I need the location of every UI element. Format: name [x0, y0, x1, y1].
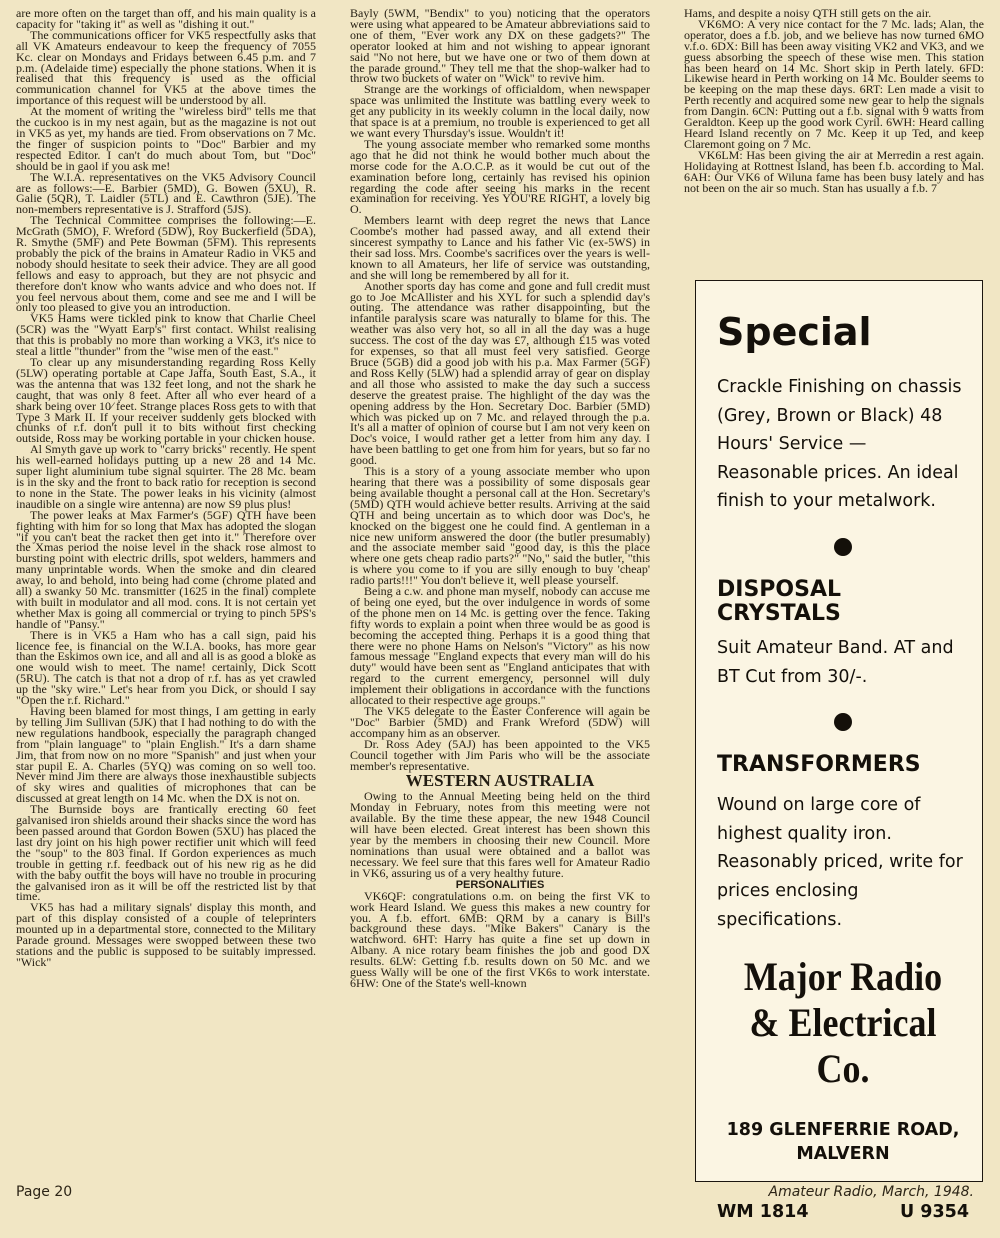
- section-subheading-personalities: PERSONALITIES: [455, 878, 545, 891]
- address-line-1: 189 GLENFERRIE ROAD,: [726, 1120, 960, 1141]
- section-heading-western-australia: WESTERN AUSTRALIA: [405, 771, 595, 791]
- paragraph: The power leaks at Max Farmer's (5GF) QTH have been fighting with him for so long that Max has adopted the slogan "if you can't beat the racket then get into it." Therefore over the Xmas period the noise level in the shack rose almost to bursting point with electric drills, spot welders, hammers and many unprintable words. When the smoke and din cleared away, lo and behold, into being had come (chrome plated and all) a swanky 50 Mc. transmitter (1625 in the final) complete with built in modulator and all mod. cons. It is not certain yet whether Max is going all commercial or trying to pinch 5PS's handle of "Pansy.": [16, 507, 316, 631]
- paragraph: Another sports day has come and gone and full credit must go to Joe McAllister and his XYL for such a splendid day's outing. The attendance was rather disappointing, but the infantile paralysis scare was naturally to blame for this. The weather was also very hot, so all in all the day was a huge success. The cost of the day was £7, although £15 was voted for expenses, so that all must feel very satisfied. George Bruce (5GB) did a good job with his p.a. Max Farmer (5GF) and Ross Kelly (5LW) had a splendid array of gear on display and all those who assisted to make the day such a success deserve the greatest praise. The highlight of the day was the opening address by the Hon. Secretary Doc. Barbier (5MD) which was picked up on 7 Mc. and relayed through the p.a. It's all a matter of opinion of course but I am not very keen on Doc's voice, I would rather get a letter from him any day. I have been battling to get one from him for years, but so far no good.: [350, 278, 650, 468]
- paragraph: Being a c.w. and phone man myself, nobody can accuse me of being one eyed, but the over indulgence in words of some of the phone men on 14 Mc. is getting over the fence. Taking fifty words to explain a point when three would be as good is becoming the accepted thing. Perhaps it is a good thing that there were no phone Hams on Nelson's "Victory" as his now famous message "England expects that every man will do his duty" would have been sent as "England anticipates that with regard to the current emergency, personnel will duly implement their obligations in accordance with the functions allocated to their respective age groups.": [350, 584, 650, 708]
- page-number: Page 20: [16, 1184, 73, 1200]
- paragraph: Dr. Ross Adey (5AJ) has been appointed to the VK5 Council together with Jim Paris who will be the associate member's representative.: [350, 736, 650, 773]
- paragraph: There is in VK5 a Ham who has a call sign, paid his licence fee, is financial on the W.I.A. books, has more gear than the Eskimos own ice, and all and all is as good a bloke as one would wish to meet. The name! certainly, Dick Scott (5RU). The catch is that not a drop of r.f. has as yet crawled up the "sky wire." Let's hear from you Dick, or should I say "Open the r.f. Richard.": [16, 627, 316, 708]
- paragraph: The VK5 delegate to the Easter Conference will again be "Doc" Barbier (5MD) and Frank Wreford (5DW) will accompany him as an observer.: [350, 704, 650, 740]
- paragraph: Al Smyth gave up work to "carry bricks" recently. He spent his well-earned holidays putting up a new 28 and 14 Mc. super light aluminium tube signal squirter. The 28 Mc. beam is in the sky and the front to back ratio for reception is second to none in the State. The power leaks in his vicinity (almost inaudible on a single wire antenna) are now S9 plus plus!: [16, 442, 316, 511]
- phone-numbers: [717, 1202, 969, 1222]
- paragraph: VK5 Hams were tickled pink to know that Charlie Cheel (5CR) was the "Wyatt Earp's" first contact. Whilst realising that this is probably no more than working a VK3, it's nice to steal a little "thunder" from the "wise men of the east.": [16, 311, 316, 359]
- paragraph: are more often on the target than off, and his main quality is a capacity for "taking it" as well as "dishing it out.": [16, 8, 316, 31]
- paragraph: Hams, and despite a noisy QTH still gets on the air.: [684, 8, 932, 20]
- ad-heading-crystals: DISPOSAL CRYSTALS: [717, 576, 842, 626]
- paragraph: VK6QF: congratulations o.m. on being the first VK to work Heard Island. We guess this makes a new country for you. A f.b. effort. 6MB: QRM by a canary is Bill's background these days. "Mike Bakers" Canary is the watchword. 6HT: Harry has quite a fine set up down in Albany. A nice rotary beam finishes the job and good DX results. 6LW: Getting f.b. results down on 50 Mc. and we guess Wally will be one of the first VK6s to work interstate. 6HW: One of the State's well-known: [350, 888, 650, 990]
- ad-transformers-text: Wound on large core of highest quality iron. Reasonably priced, write for prices enclosing specifications.: [717, 795, 963, 930]
- paragraph: This is a story of a young associate member who upon hearing that there was a possibility of some disposals gear being available thought a personal call at the Hon. Secretary's (5MD) QTH would achieve better results. Arriving at the said QTH and being uncertain as to which door was Doc's, he knocked on the biggest one he could find. A gentleman in a nice new uniform answered the door (the butler presumably) and the associate member said "good day, is this the place where one gets cheap radio parts?" "No," said the butler, "this is where you come to if you are silly enough to buy 'cheap' radio parts!!!" You don't believe it, well please yourself.: [350, 464, 650, 588]
- paragraph: The Technical Committee comprises the following:—E. McGrath (5MO), F. Wreford (5DW), Roy Buckerfield (5DA), R. Smythe (5MF) and Pete Bowman (5FM). This represents probably the pick of the brains in Amateur Radio in VK5 and nobody should hesitate to seek their advice. They are all good fellows and easy to approach, but they are not phsycic and therefore don't know who wants advice and who does not. If you feel nervous about them, come and see me and I will be only too pleased to give you an introduction.: [16, 213, 316, 315]
- ad-heading-transformers: TRANSFORMERS: [717, 752, 921, 778]
- paragraph: VK6MO: A very nice contact for the 7 Mc. lads; Alan, the operator, does a f.b. job, and we believe has now turned 6MO v.f.o. 6DX: Bill has been away visiting VK2 and VK3, and we guess absorbing the speech of these wise men. This station has been heard on 14 Mc. Short skip in Perth lately. 6FD: Likewise heard in Perth working on 14 Mc. Boulder seems to be keeping on the map these days. 6RT: Len made a visit to Perth recently and acquired some new gear to help the signals from Dangin. 6CN: Putting out a f.b. signal with 9 watts from Geraldton. Keep up the good work Cyril. 6WH: Heard calling Heard Island recently on 7 Mc. Keep it up Ted, and keep Claremont going on 7 Mc.: [684, 16, 984, 151]
- paragraph: To clear up any misunderstanding regarding Ross Kelly (5LW) operating portable at Cape Jaffa, South East, S.A., it was the antenna that was 132 feet long, and not the shark he caught, that was only 8 feet. After all who ever heard of a shark being over 10⁄ feet. Strange places Ross gets to with that Type 3 Mark II. If your receiver suddenly gets blocked with chunks of r.f. don't pull it to bits without first checking outside, Ross may be working portable in your chicken house.: [16, 355, 316, 446]
- article-column-2: [350, 8, 650, 1186]
- paragraph: Strange are the workings of officialdom, when newspaper space was unlimited the Institute was battling every week to get any publicity in its weekly column in the local daily, now that space is at a premium, no trouble is experienced to get all we want every Thursday's issue. Wouldn't it!: [350, 82, 650, 140]
- paragraph: Members learnt with deep regret the news that Lance Coombe's mother had passed away, and all extend their sincerest sympathy to Lance and his father Vic (ex-5WS) in their sad loss. Mrs. Coombe's sacrifices over the years is well-known to all Amateurs, her life of service was outstanding, and she will long be remembered by all for it.: [350, 213, 650, 282]
- paragraph: The communications officer for VK5 respectfully asks that all VK Amateurs endeavour to keep the frequency of 7055 Kc. clear on Mondays and Fridays between 6.45 p.m. and 7 p.m. (Adelaide time) especially the phone stations. When it is realised that this frequency is used as the official communication channel for VK5 at the above times the importance of this request will be understood by all.: [16, 27, 316, 108]
- ad-title: Special: [717, 310, 872, 354]
- company-name: Major Radio & Electrical Co.: [743, 954, 943, 1092]
- paragraph: The W.I.A. representatives on the VK5 Advisory Council are as follows:—E. Barbier (5MD), G. Bowen (5XU), R. Galie (5QR), T. Laidler (5TL) and E. Cawthron (5JE). The non-members representative is J. Strafford (5JS).: [16, 169, 316, 217]
- phone-number-1: WM 1814: [717, 1202, 809, 1223]
- bullet-icon: [834, 538, 852, 556]
- phone-number-2: U 9354: [899, 1202, 969, 1223]
- ad-crystals-text: Suit Amateur Band. AT and BT Cut from 30/-.: [717, 637, 954, 687]
- journal-citation: Amateur Radio, March, 1948.: [768, 1184, 974, 1200]
- article-column-3: [684, 8, 984, 252]
- bullet-icon: [834, 713, 852, 731]
- ad-intro-text: Crackle Finishing on chassis (Grey, Brown or Black) 48 Hours' Service — Reasonable prices. An ideal finish to your metalwork.: [717, 377, 962, 512]
- paragraph: Having been blamed for most things, I am getting in early by telling Jim Sullivan (5JK) that I had nothing to do with the new regulations handbook, especially the paragraph changed from "plain language" to "plain English." It's a darn shame Jim, that from now on no more "Spanish" and just when your star pupil E. A. Charles (5YQ) was coming on so well too. Never mind Jim there are always those inexhaustible subjects of sky wires and qualities of microphones that can be discussed at great length on 14 Mc. when the DX is not on.: [16, 704, 316, 806]
- paragraph: At the moment of writing the "wireless bird" tells me that the cuckoo is in my nest again, but as the magazine is not out in VK5 as yet, my hands are tied. From observations on 7 Mc. the finger of suspicion points to "Doc" Barbier and my respected Editor. I can't do much about Tom, but "Doc" should be in gaol if you ask me!: [16, 104, 316, 173]
- paragraph: VK5 has had a military signals' display this month, and part of this display consisted of a couple of teleprinters mounted up in a departmental store, connected to the Military Parade ground. Messages were swopped between these two stations and the public is supposed to be suitably impressed. "Wick": [16, 900, 316, 969]
- paragraph: Owing to the Annual Meeting being held on the third Monday in February, notes from this meeting were not available. By the time these appear, the new 1948 Council will have been elected. Great interest has been shown this year by the members in choosing their new Council. More nominations than usual were obtained and a ballot was necessary. We feel sure that this fares well for Amateur Radio in VK6, assuring us of a very healthy future.: [350, 789, 650, 880]
- address-line-2: MALVERN: [796, 1144, 890, 1165]
- paragraph: Bayly (5WM, "Bendix" to you) noticing that the operators were using what appeared to be Amateur abbreviations said to one of them, "Ever work any DX on these gadgets?" The operator looked at him and not wishing to appear ignorant said "No not here, but we have one or two of them down at the parade ground." They tell me that the shop-walker had to throw two buckets of water on "Wick" to revive him.: [350, 8, 650, 86]
- paragraph: The Burnside boys are frantically erecting 60 feet galvanised iron shields around their shacks since the word has been passed around that Gordon Bowen (5XU) has placed the last dry joint on his high power rectifier unit which will feed the "soup" to the 803 final. If Gordon experiences as much trouble in getting r.f. feedback out of his new rig as he did with the baby outfit the boys will have no trouble in procuring the galvanised iron as it will be off the restricted list by that time.: [16, 802, 316, 904]
- article-column-1: [16, 8, 316, 1186]
- paragraph: The young associate member who remarked some months ago that he did not think he would bother much about the morse code for the A.O.C.P. as it would be cut out of the examination before long, certainly has revised his opinion regarding the code after seeing his marks in the recent examination for receiving. Yes YOU'RE RIGHT, a lovely big O.: [350, 136, 650, 217]
- paragraph: VK6LM: Has been giving the air at Merredin a rest again. Holidaying at Rottnest Island, has been f.b. according to Mal. 6AH: Our VK6 of Wiluna fame has been busy lately and has not been on the air so much. Stan has usually a f.b. 7: [684, 147, 984, 195]
